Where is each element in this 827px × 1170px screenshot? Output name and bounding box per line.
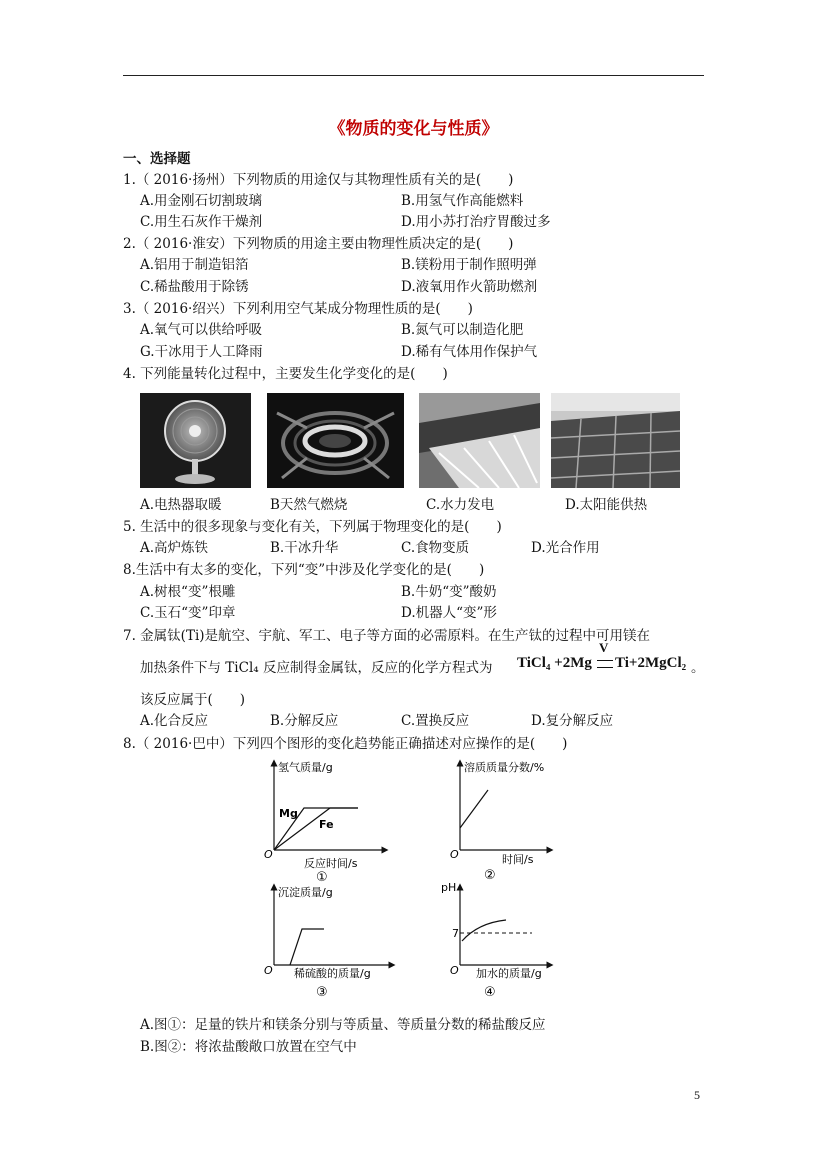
q6-option-c: C.玉石“变”印章 [140,605,236,621]
q2-option-b: B.镁粉用于制作照明弹 [401,257,537,273]
q1-option-b: B.用氢气作高能燃料 [401,193,524,209]
q6-option-b: B.牛奶“变”酸奶 [401,584,497,600]
graph-1-mg-label: Mg [279,807,298,820]
q3-option-d: D.稀有气体用作保护气 [401,344,538,360]
hydropower-photo [419,393,540,488]
electric-heater-photo [140,393,251,488]
graph-2 [450,760,550,883]
q3-stem: 3.（ 2016·绍兴）下列利用空气某成分物理性质的是( ) [123,301,473,317]
graph-4-number: ④ [484,985,496,1000]
q4-option-d: D.太阳能供热 [565,497,648,513]
q8-option-b: B.图②：将浓盐酸敞口放置在空气中 [140,1039,357,1055]
q4-option-c: C.水力发电 [426,497,495,513]
q1-option-d: D.用小苏打治疗胃酸过多 [401,214,551,230]
page-number: 5 [694,1088,700,1102]
q7-option-b: B.分解反应 [270,713,339,729]
q6-option-d: D.机器人“变”形 [401,605,497,621]
graph-2-xlabel: 时间/s [502,853,534,866]
graph-3-number: ③ [316,985,328,1000]
graph-2-origin: O [450,848,459,861]
q5-option-d: D.光合作用 [531,540,600,556]
q7-option-c: C.置换反应 [401,713,470,729]
graph-2-ylabel: 溶质质量分数/% [464,761,545,774]
header-rule [123,75,704,76]
section-heading: 一、选择题 [123,151,191,167]
graph-3 [264,885,392,1000]
graph-4-ylabel: pH [441,881,457,894]
q2-option-d: D.液氧用作火箭助燃剂 [401,279,538,295]
q3-option-a: A.氧气可以供给呼吸 [140,322,263,338]
q8-option-a: A.图①：足量的铁片和镁条分别与等质量、等质量分数的稀盐酸反应 [140,1017,546,1033]
q4-option-a: A.电热器取暖 [140,497,222,513]
q5-option-a: A.高炉炼铁 [140,540,209,556]
graph-4-curve [462,920,506,941]
q7-equation-left: TiCl₄ +2Mg [517,655,592,671]
q2-option-a: A.铝用于制造铝箔 [140,257,249,273]
graph-4-origin: O [450,964,459,977]
q4-option-b: B天然气燃烧 [270,497,348,513]
q6-stem: 8.生活中有太多的变化，下列“变”中涉及化学变化的是( ) [123,562,485,578]
q7-line2: 加热条件下与 TiCl₄ 反应制得金属钛，反应的化学方程式为 [140,660,493,676]
graph-1-fe-label: Fe [319,818,334,831]
graph-3-line [290,929,324,965]
graph-1-number: ① [316,870,328,885]
page-title: 《物质的变化与性质》 [328,119,499,139]
graph-4-tick-7: 7 [452,927,459,940]
solar-panel-photo [551,393,680,488]
q7-line3: 该反应属于( ) [140,692,246,708]
graph-1 [264,760,385,885]
graph-1-xlabel: 反应时间/s [304,857,358,870]
gas-flame-photo [267,393,404,488]
q3-option-b: B.氮气可以制造化肥 [401,322,524,338]
q4-stem: 4. 下列能量转化过程中，主要发生化学变化的是( ) [123,366,448,382]
graph-3-xlabel: 稀硫酸的质量/g [294,967,371,980]
q2-option-c: C.稀盐酸用于除锈 [140,279,249,295]
q7-equation-right: Ti+2MgCl₂ [615,655,687,671]
q5-option-b: B.干冰升华 [270,540,339,556]
q6-option-a: A.树根“变”根雕 [140,584,236,600]
q5-option-c: C.食物变质 [401,540,470,556]
q2-stem: 2.（ 2016·淮安）下列物质的用途主要由物理性质决定的是( ) [123,236,514,252]
q8-stem: 8.（ 2016·巴中）下列四个图形的变化趋势能正确描述对应操作的是( ) [123,736,568,752]
q1-option-c: C.用生石灰作干燥剂 [140,214,263,230]
graph-1-origin: O [264,848,273,861]
q7-option-d: D.复分解反应 [531,713,614,729]
q7-option-a: A.化合反应 [140,713,209,729]
q1-stem: 1.（ 2016·扬州）下列物质的用途仅与其物理性质有关的是( ) [123,172,514,188]
equation-equals-sign [597,660,613,668]
graph-2-line [460,790,488,828]
q7-equation-condition: V [599,640,609,655]
graph-4-xlabel: 加水的质量/g [476,967,542,980]
q7-equation-end: 。 [691,660,705,676]
q8-graphs [250,755,580,1005]
q5-stem: 5. 生活中的很多现象与变化有关，下列属于物理变化的是( ) [123,519,502,535]
graph-4 [441,881,550,1000]
q7-line1: 7. 金属钛(Ti)是航空、宇航、军工、电子等方面的必需原料。在生产钛的过程中可用镁在 [123,628,651,644]
q3-option-c: G.干冰用于人工降雨 [140,344,263,360]
graph-3-ylabel: 沉淀质量/g [278,886,333,899]
graph-3-origin: O [264,964,273,977]
graph-2-number: ② [484,868,496,883]
q1-option-a: A.用金刚石切割玻璃 [140,193,263,209]
graph-1-ylabel: 氢气质量/g [278,761,333,774]
